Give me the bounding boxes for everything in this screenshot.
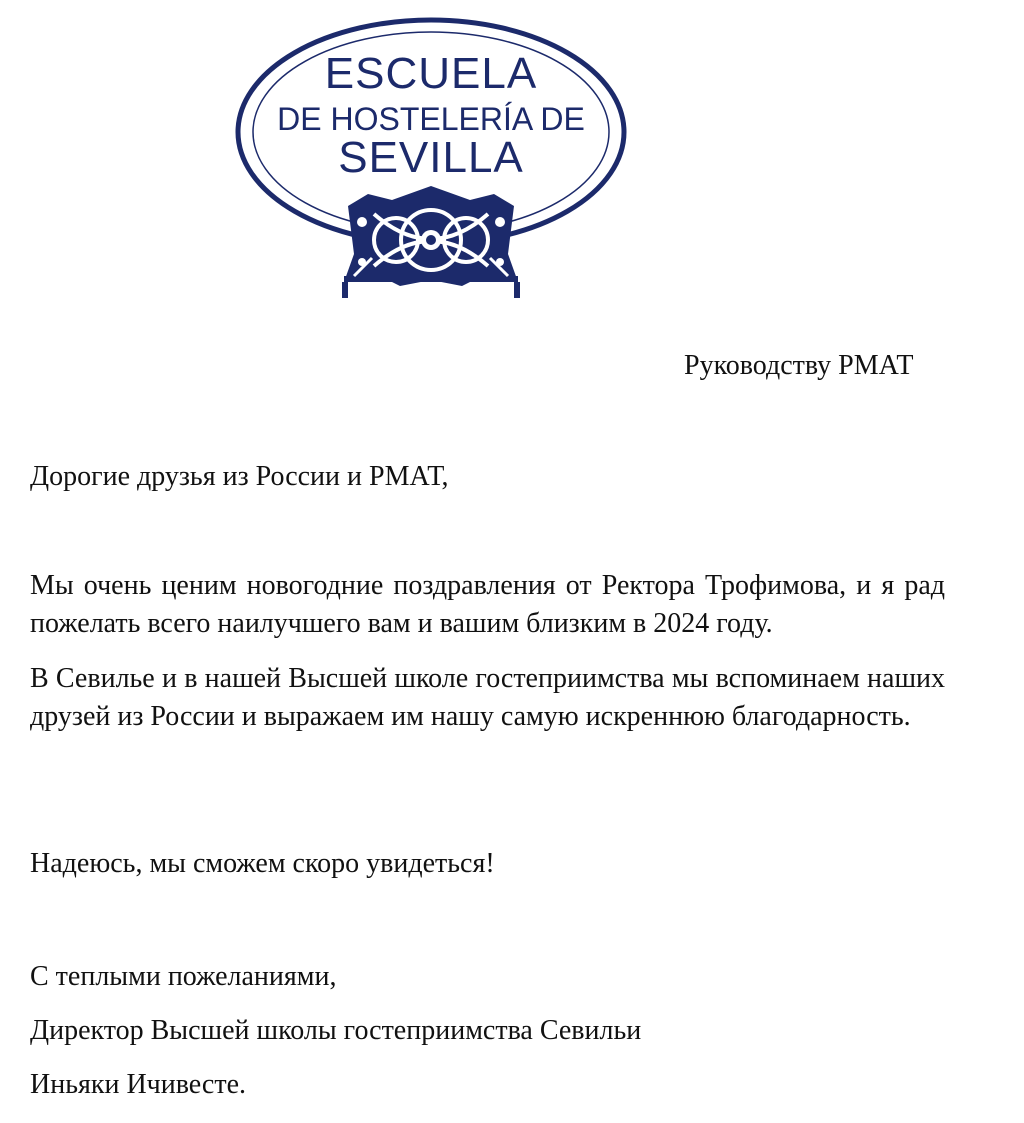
ornament-icon xyxy=(342,186,520,298)
addressee: Руководству РМАТ xyxy=(684,350,914,381)
closing: С теплыми пожеланиями, xyxy=(30,961,337,992)
hope-line: Надеюсь, мы сможем скоро увидеться! xyxy=(30,848,495,879)
logo-line-sevilla: SEVILLA xyxy=(338,133,524,182)
signer-name: Иньяки Ичивесте. xyxy=(30,1069,247,1100)
letter-paragraph-1: Мы очень ценим новогодние поздравления от Ректора Трофимова, и я рад пожелать всего наилучшего вам и вашим близким в 2024 году. xyxy=(30,570,945,639)
logo-line-escuela: ESCUELA xyxy=(324,49,538,98)
logo-line-hosteleria: DE HOSTELERÍA DE xyxy=(277,101,585,137)
letter-paragraph-2: В Севилье и в нашей Высшей школе гостеприимства мы вспоминаем наших друзей из России и выражаем им нашу самую искреннюю благодарность. xyxy=(30,663,945,732)
salutation: Дорогие друзья из России и РМАТ, xyxy=(30,461,449,492)
signer-title: Директор Высшей школы гостеприимства Севильи xyxy=(30,1015,642,1046)
school-logo xyxy=(232,14,630,300)
escuela-hosteleria-sevilla-emblem xyxy=(232,14,630,300)
